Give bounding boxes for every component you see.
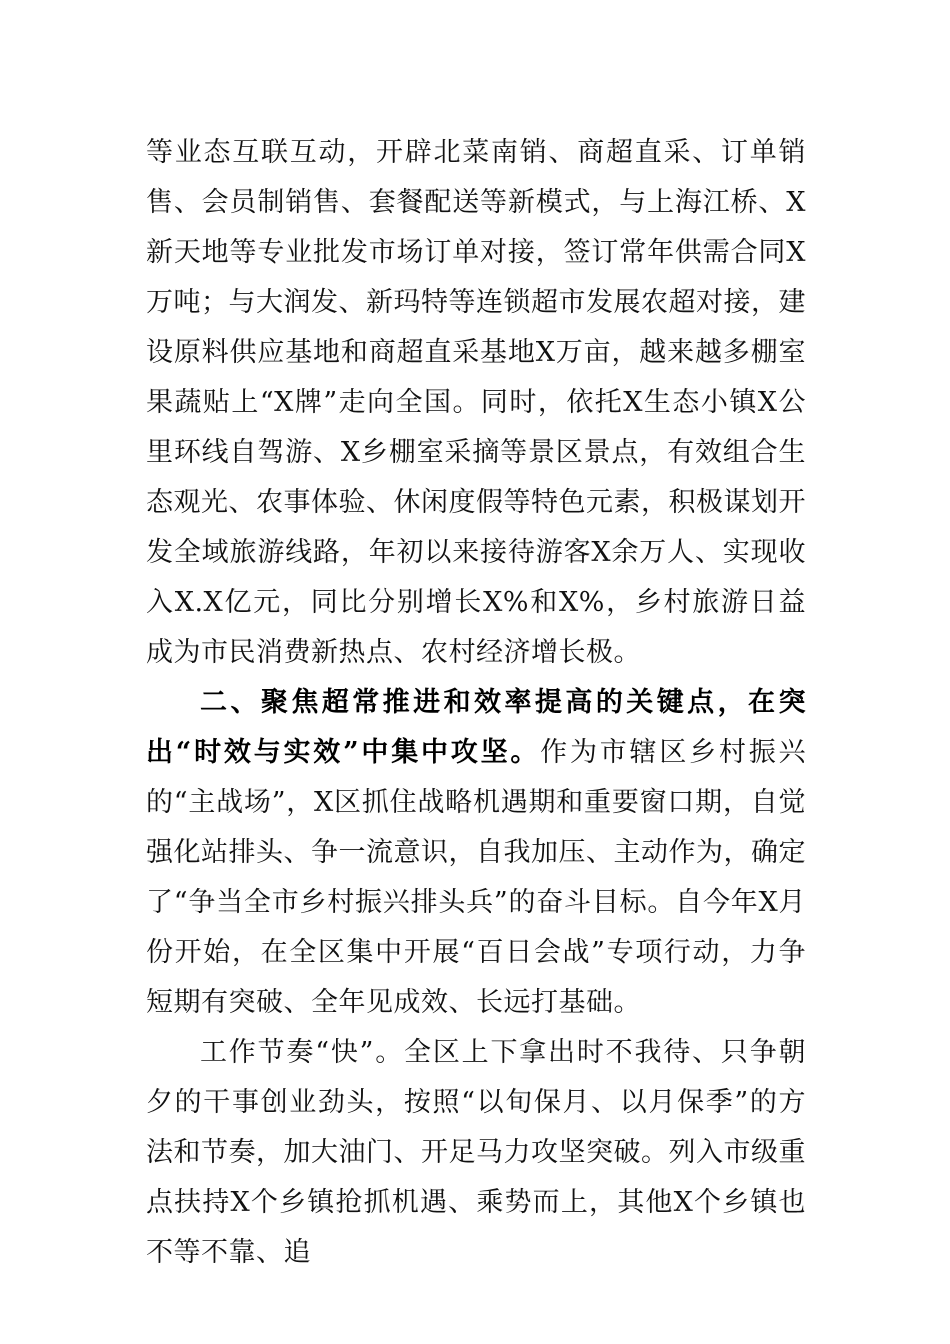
body-paragraph-2 <box>146 678 806 1028</box>
body-paragraph-3 <box>146 1028 806 1278</box>
body-paragraph-1 <box>146 128 806 678</box>
paragraph-text: 作为市辖区乡村振兴的“主战场”，X区抓住战略机遇期和重要窗口期，自觉强化站排头、争一流意识，自我加压、主动作为，确定了“争当全市乡村振兴排头兵”的奋斗目标。自今年X月份开始，在全区集中开展“百日会战”专项行动，力争短期有突破、全年见成效、长远打基础。 <box>146 737 807 1018</box>
document-page <box>146 128 806 1278</box>
paragraph-text: 等业态互联互动，开辟北菜南销、商超直采、订单销售、会员制销售、套餐配送等新模式，与上海江桥、X新天地等专业批发市场订单对接，签订常年供需合同X万吨；与大润发、新玛特等连锁超市发展农超对接，建设原料供应基地和商超直采基地X万亩，越来越多棚室果蔬贴上“X牌”走向全国。同时，依托X生态小镇X公里环线自驾游、X乡棚室采摘等景区景点，有效组合生态观光、农事体验、休闲度假等特色元素，积极谋划开发全域旅游线路，年初以来接待游客X余万人、实现收入X.X亿元，同比分别增长X%和X%，乡村旅游日益成为市民消费新热点、农村经济增长极。 <box>146 137 806 668</box>
section-heading: 二、聚焦超常推进和效率提高的关键点，在突出“时效与实效”中集中攻坚。 <box>146 687 806 768</box>
paragraph-text: 工作节奏“快”。全区上下拿出时不我待、只争朝夕的干事创业劲头，按照“以旬保月、以月保季”的方法和节奏，加大油门、开足马力攻坚突破。列入市级重点扶持X个乡镇抢抓机遇、乘势而上，其他X个乡镇也不等不靠、追 <box>146 1037 806 1268</box>
